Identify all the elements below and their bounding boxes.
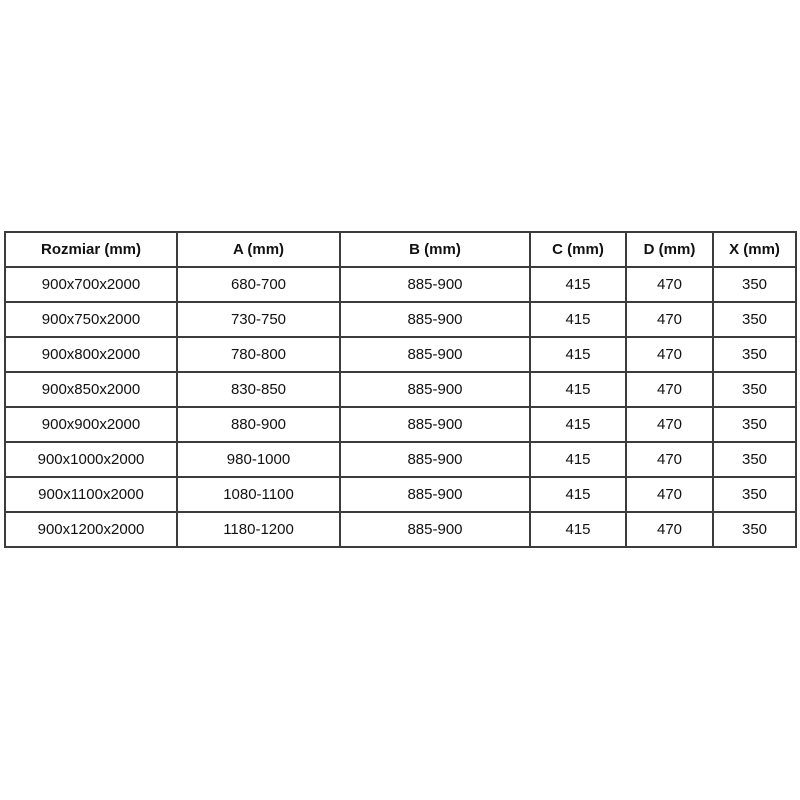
table-cell: 415 (530, 302, 626, 337)
table-cell: 415 (530, 512, 626, 547)
table-cell: 470 (626, 337, 713, 372)
table-row (5, 267, 796, 302)
table-cell: 415 (530, 267, 626, 302)
table-row (5, 442, 796, 477)
table-cell: 470 (626, 477, 713, 512)
column-header-a: A (mm) (177, 232, 340, 267)
table-cell: 470 (626, 372, 713, 407)
column-header-b: B (mm) (340, 232, 530, 267)
table-cell: 900x1000x2000 (5, 442, 177, 477)
table-row (5, 407, 796, 442)
table-cell: 470 (626, 442, 713, 477)
table-cell: 885-900 (340, 477, 530, 512)
table-cell: 415 (530, 477, 626, 512)
table-cell: 885-900 (340, 337, 530, 372)
table-cell: 830-850 (177, 372, 340, 407)
header-row (5, 232, 796, 267)
table-cell: 350 (713, 407, 796, 442)
table-cell: 900x850x2000 (5, 372, 177, 407)
column-header-c: C (mm) (530, 232, 626, 267)
table-row (5, 337, 796, 372)
table-cell: 350 (713, 512, 796, 547)
table-cell: 730-750 (177, 302, 340, 337)
table-row (5, 512, 796, 547)
table-cell: 885-900 (340, 442, 530, 477)
table-cell: 1180-1200 (177, 512, 340, 547)
table-cell: 900x1200x2000 (5, 512, 177, 547)
table-cell: 470 (626, 267, 713, 302)
dimensions-table-wrap (4, 231, 795, 548)
table-cell: 900x800x2000 (5, 337, 177, 372)
table-cell: 885-900 (340, 302, 530, 337)
table-cell: 900x900x2000 (5, 407, 177, 442)
column-header-x: X (mm) (713, 232, 796, 267)
table-cell: 885-900 (340, 407, 530, 442)
table-row (5, 302, 796, 337)
table-cell: 780-800 (177, 337, 340, 372)
table-cell: 885-900 (340, 267, 530, 302)
table-cell: 680-700 (177, 267, 340, 302)
table-cell: 470 (626, 407, 713, 442)
table-cell: 885-900 (340, 372, 530, 407)
table-cell: 1080-1100 (177, 477, 340, 512)
table-cell: 350 (713, 477, 796, 512)
table-row (5, 372, 796, 407)
table-cell: 900x750x2000 (5, 302, 177, 337)
table-cell: 350 (713, 372, 796, 407)
column-header-rozmiar: Rozmiar (mm) (5, 232, 177, 267)
table-cell: 885-900 (340, 512, 530, 547)
table-cell: 415 (530, 337, 626, 372)
table-cell: 880-900 (177, 407, 340, 442)
table-cell: 350 (713, 442, 796, 477)
dimensions-table (4, 231, 797, 548)
table-cell: 415 (530, 442, 626, 477)
table-cell: 470 (626, 512, 713, 547)
table-row (5, 477, 796, 512)
column-header-d: D (mm) (626, 232, 713, 267)
table-cell: 900x700x2000 (5, 267, 177, 302)
table-cell: 350 (713, 267, 796, 302)
table-cell: 980-1000 (177, 442, 340, 477)
table-cell: 350 (713, 337, 796, 372)
table-cell: 900x1100x2000 (5, 477, 177, 512)
table-cell: 415 (530, 407, 626, 442)
table-cell: 415 (530, 372, 626, 407)
table-cell: 470 (626, 302, 713, 337)
table-cell: 350 (713, 302, 796, 337)
